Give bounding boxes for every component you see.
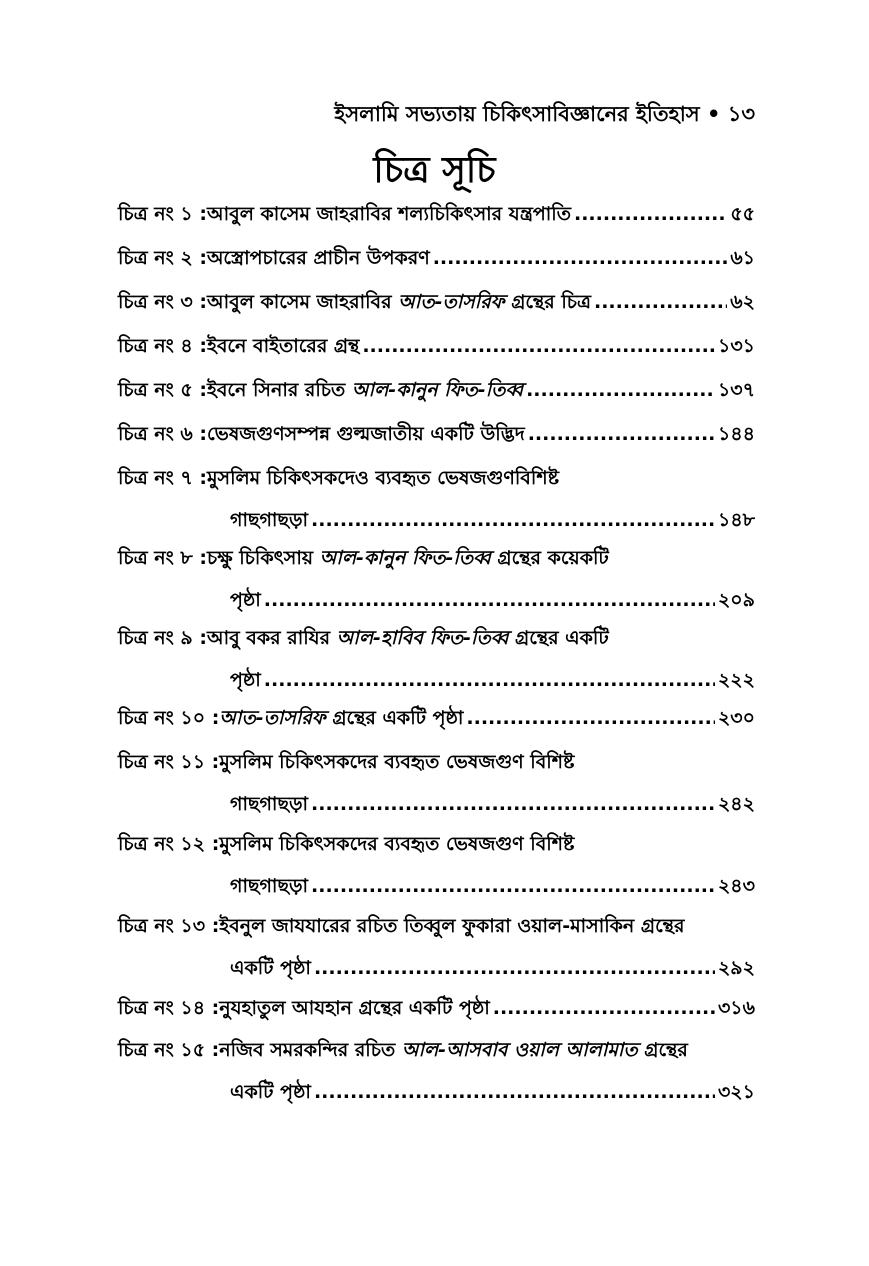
dot-leader bbox=[314, 1081, 715, 1103]
toc-entry-13 bbox=[118, 912, 755, 996]
entry-text-suffix: গ্রন্থের একটি bbox=[508, 627, 609, 649]
entry-text: আবুল কাসেম জাহরাবির শল্যচিকিৎসার যন্ত্রপাতি bbox=[206, 203, 571, 225]
dot-leader bbox=[311, 793, 715, 815]
entry-text-suffix: গ্রন্থের কয়েকটি bbox=[490, 547, 609, 569]
entry-text-continued: গাছগাছড়া bbox=[230, 793, 309, 815]
entry-page: ৩১৬ bbox=[717, 997, 755, 1019]
toc-entry-8 bbox=[118, 544, 755, 628]
entry-page: ২৪২ bbox=[717, 793, 755, 815]
toc-entry-4 bbox=[118, 332, 755, 374]
entry-label: চিত্র নং ১৫ : bbox=[118, 1039, 220, 1061]
running-header: ইসলামি সভ্যতায় চিকিৎসাবিজ্ঞানের ইতিহাস • ১৩ bbox=[334, 102, 755, 126]
entry-text-continued: একটি পৃষ্ঠা bbox=[230, 1081, 311, 1103]
entry-book-title: আল-আসবাব ওয়াল আলামাত bbox=[401, 1039, 638, 1061]
toc-entry-11 bbox=[118, 748, 755, 832]
dot-leader bbox=[433, 247, 728, 269]
entry-text: মুসলিম চিকিৎসকদেও ব্যবহৃত ভেষজগুণবিশিষ্ট bbox=[206, 467, 559, 489]
dot-leader bbox=[574, 203, 727, 225]
entry-book-title: আত-তাসরিফ bbox=[398, 291, 505, 313]
toc-entry-6 bbox=[118, 420, 755, 462]
entry-text: ভেষজগুণসম্পন্ন গুল্মজাতীয় একটি উদ্ভিদ bbox=[206, 423, 525, 445]
entry-text: ইবনে বাইতারের গ্রন্থ bbox=[206, 335, 360, 357]
entry-label: চিত্র নং ১৪ : bbox=[118, 997, 220, 1019]
dot-leader bbox=[311, 875, 715, 897]
entry-page: ৩২১ bbox=[717, 1081, 755, 1103]
toc-entry-2 bbox=[118, 244, 755, 286]
entry-page: ১৩১ bbox=[717, 335, 755, 357]
entry-text: অস্ত্রোপচারের প্রাচীন উপকরণ bbox=[206, 247, 430, 269]
entry-label: চিত্র নং ১০ : bbox=[118, 707, 220, 729]
entry-page: ২৩০ bbox=[717, 707, 755, 729]
dot-leader bbox=[493, 997, 715, 1019]
entry-book-title: আত-তাসরিফ bbox=[219, 707, 326, 729]
entry-book-title: আল-কানুন ফিত-তিব্ব bbox=[351, 379, 524, 401]
entry-page: ১৪৮ bbox=[718, 509, 755, 531]
entry-book-title: আল-কানুন ফিত-তিব্ব bbox=[319, 547, 491, 569]
entry-label: চিত্র নং ১৩ : bbox=[118, 915, 220, 937]
entry-text: ইবনুল জাযযারের রচিত তিব্বুল ফুকারা ওয়াল-মাসাকিন গ্রন্থের bbox=[219, 915, 685, 937]
entry-text: নুযহাতুল আযহান গ্রন্থের একটি পৃষ্ঠা bbox=[219, 997, 490, 1019]
entry-text-suffix: গ্রন্থের একটি পৃষ্ঠা bbox=[325, 707, 464, 729]
entry-text: নজিব সমরকন্দির রচিত bbox=[219, 1039, 402, 1061]
toc-entry-14 bbox=[118, 994, 755, 1036]
dot-leader bbox=[314, 957, 715, 979]
entry-label: চিত্র নং ৪ : bbox=[118, 335, 207, 357]
entry-page: ১৪৪ bbox=[718, 423, 755, 445]
entry-page: ৬১ bbox=[730, 247, 755, 269]
entry-text-suffix: গ্রন্থের চিত্র bbox=[504, 291, 591, 313]
toc-entry-12 bbox=[118, 830, 755, 914]
entry-text: মুসলিম চিকিৎসকদের ব্যবহৃত ভেষজগুণ বিশিষ্ট bbox=[219, 751, 575, 773]
entry-label: চিত্র নং ১১ : bbox=[118, 751, 220, 773]
dot-leader bbox=[528, 423, 715, 445]
entry-label: চিত্র নং ৩ : bbox=[118, 291, 207, 313]
dot-leader bbox=[362, 335, 715, 357]
entry-text-continued: গাছগাছড়া bbox=[230, 509, 309, 531]
entry-label: চিত্র নং ৯ : bbox=[118, 627, 207, 649]
dot-leader bbox=[526, 379, 715, 401]
entry-text: আবু বকর রাযির bbox=[206, 627, 337, 649]
entry-page: ২৯২ bbox=[717, 957, 755, 979]
toc-entry-10 bbox=[118, 704, 755, 746]
entry-text-continued: একটি পৃষ্ঠা bbox=[230, 957, 311, 979]
page-title: চিত্র সূচি bbox=[373, 150, 496, 191]
entry-text-continued: পৃষ্ঠা bbox=[230, 669, 261, 691]
entry-page: ৫৫ bbox=[730, 203, 755, 225]
entry-label: চিত্র নং ৮ : bbox=[118, 547, 207, 569]
entry-page: ১৩৭ bbox=[717, 379, 755, 401]
entry-page: ২২২ bbox=[717, 669, 755, 691]
toc-entry-15 bbox=[118, 1036, 755, 1120]
entry-text: ইবনে সিনার রচিত bbox=[206, 379, 352, 401]
entry-label: চিত্র নং ৫ : bbox=[118, 379, 207, 401]
toc-entry-7 bbox=[118, 464, 755, 548]
toc-entry-3 bbox=[118, 288, 755, 330]
dot-leader bbox=[311, 509, 715, 531]
entry-label: চিত্র নং ৭ : bbox=[118, 467, 207, 489]
entry-label: চিত্র নং ৬ : bbox=[118, 423, 207, 445]
dot-leader bbox=[466, 707, 715, 729]
entry-page: ২৪৩ bbox=[717, 875, 755, 897]
entry-text: আবুল কাসেম জাহরাবির bbox=[206, 291, 399, 313]
dot-leader bbox=[264, 669, 715, 691]
entry-book-title: আল-হাবিব ফিত-তিব্ব bbox=[336, 627, 509, 649]
entry-page: ২০৯ bbox=[717, 589, 755, 611]
entry-text-continued: পৃষ্ঠা bbox=[230, 589, 261, 611]
entry-text: মুসলিম চিকিৎসকদের ব্যবহৃত ভেষজগুণ বিশিষ্ট bbox=[219, 833, 575, 855]
entry-label: চিত্র নং ১ : bbox=[118, 203, 207, 225]
toc-entry-5 bbox=[118, 376, 755, 418]
toc-entry-9 bbox=[118, 624, 755, 708]
entry-text-continued: গাছগাছড়া bbox=[230, 875, 309, 897]
entry-page: ৬২ bbox=[730, 291, 755, 313]
entry-label: চিত্র নং ১২ : bbox=[118, 833, 220, 855]
dot-leader bbox=[594, 291, 727, 313]
entry-label: চিত্র নং ২ : bbox=[118, 247, 207, 269]
entry-text-suffix: গ্রন্থের bbox=[637, 1039, 688, 1061]
entry-text: চক্ষু চিকিৎসায় bbox=[206, 547, 320, 569]
toc-entry-1 bbox=[118, 200, 755, 242]
dot-leader bbox=[264, 589, 715, 611]
